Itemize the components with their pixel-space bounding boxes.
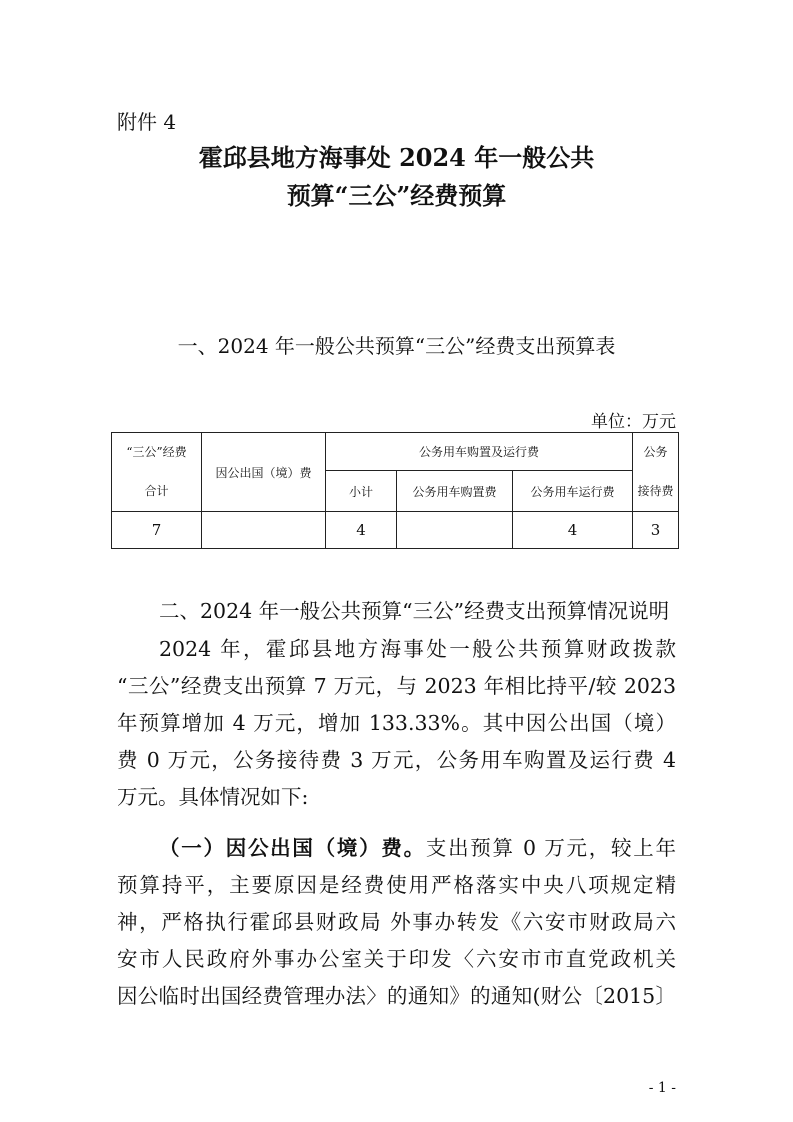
header-subtotal: 小计 <box>326 471 397 512</box>
cell-subtotal: 4 <box>326 512 397 549</box>
paragraph-line <box>117 831 676 861</box>
header-total: “三公”经费 合计 <box>112 433 202 512</box>
paragraph-line: 神，严格执行霍邱县财政局 外事办转发《六安市财政局六 <box>117 910 676 934</box>
subheading-abroad: （一）因公出国（境）费。 <box>159 836 426 860</box>
header-vehicle-operation: 公务用车运行费 <box>513 471 633 512</box>
table-row <box>112 512 679 549</box>
header-vehicle-purchase: 公务用车购置费 <box>397 471 513 512</box>
header-vehicle-group: 公务用车购置及运行费 <box>326 433 633 471</box>
paragraph-line: 万元。具体情况如下: <box>117 785 309 809</box>
paragraph-line: 2024 年，霍邱县地方海事处一般公共预算财政拨款 <box>159 637 676 661</box>
cell-total: 7 <box>112 512 202 549</box>
cell-vehicle-operation: 4 <box>513 512 633 549</box>
section2-heading: 二、2024 年一般公共预算“三公”经费支出预算情况说明 <box>159 599 670 623</box>
paragraph-line: 预算持平，主要原因是经费使用严格落实中央八项规定精 <box>117 873 676 897</box>
paragraph-line: 年预算增加 4 万元，增加 133.33%。其中因公出国（境） <box>117 711 676 735</box>
section1-heading: 一、2024 年一般公共预算“三公”经费支出预算表 <box>177 334 616 358</box>
paragraph-line: 安市人民政府外事办公室关于印发〈六安市市直党政机关 <box>117 947 676 971</box>
page-number: - 1 - <box>648 1080 676 1096</box>
header-reception: 公务 接待费 <box>633 433 679 512</box>
paragraph-line: 费 0 万元，公务接待费 3 万元，公务用车购置及运行费 4 <box>117 748 676 772</box>
paragraph-line: 因公临时出国经费管理办法〉的通知》的通知(财公〔2015〕 <box>117 984 676 1008</box>
paragraph-text: 支出预算 0 万元，较上年 <box>425 836 676 860</box>
cell-reception: 3 <box>633 512 679 549</box>
document-title-line2: 预算“三公”经费预算 <box>286 181 507 210</box>
cell-vehicle-purchase <box>397 512 513 549</box>
unit-label: 单位：万元 <box>591 412 676 432</box>
budget-table <box>111 432 679 549</box>
cell-abroad <box>202 512 326 549</box>
header-abroad: 因公出国（境）费 <box>202 433 326 512</box>
document-title-line1: 霍邱县地方海事处 2024 年一般公共 <box>198 143 595 172</box>
paragraph-line: “三公”经费支出预算 7 万元，与 2023 年相比持平/较 2023 <box>117 674 676 698</box>
attachment-label: 附件 4 <box>117 110 177 134</box>
